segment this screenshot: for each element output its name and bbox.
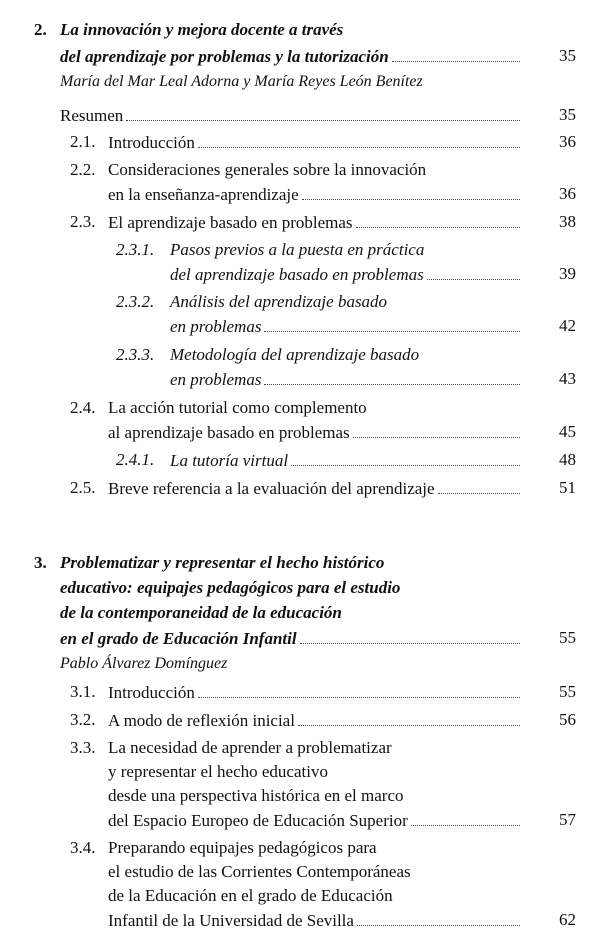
toc-entry-2-3-3: 2.3.3. Metodología del aprendizaje basado xyxy=(0,343,600,367)
toc-entry-2-3-1: 2.3.1. Pasos previos a la puesta en práctica xyxy=(0,238,600,262)
leader-dots xyxy=(264,314,520,332)
chapter-number: 2. xyxy=(34,20,47,39)
section-number: 2.2. xyxy=(70,160,96,179)
toc-entry-2-3-1-cont: del aprendizaje basado en problemas 39 xyxy=(170,264,576,284)
section-number: 2.3.3. xyxy=(116,345,155,364)
chapter-2-title-line-2: del aprendizaje por problemas y la tutorización 35 xyxy=(60,46,576,66)
leader-dots xyxy=(357,908,520,926)
chapter-2-title-line-1: 2. La innovación y mejora docente a través xyxy=(0,18,600,42)
toc-entry-2-1: 2.1. Introducción 36 xyxy=(70,132,576,152)
chapter-3-title-line-3: de la contemporaneidad de la educación xyxy=(60,603,342,622)
chapter-number: 3. xyxy=(34,553,47,572)
leader-dots xyxy=(298,708,520,726)
leader-dots xyxy=(198,680,520,698)
toc-entry-3-4-cont-2: de la Educación en el grado de Educación xyxy=(108,886,393,905)
chapter-2-author: María del Mar Leal Adorna y María Reyes León Benítez xyxy=(60,73,423,90)
toc-entry-2-4-1: 2.4.1. La tutoría virtual 48 xyxy=(116,450,576,470)
section-number: 2.3.2. xyxy=(116,292,155,311)
page-number: 42 xyxy=(559,316,576,335)
section-number: 2.1. xyxy=(70,132,96,151)
chapter-3-title-line-4: en el grado de Educación Infantil 55 xyxy=(60,628,576,648)
page-number: 55 xyxy=(559,628,576,647)
leader-dots xyxy=(300,626,520,644)
page-number: 36 xyxy=(559,132,576,151)
leader-dots xyxy=(411,808,520,826)
section-number: 2.5. xyxy=(70,478,96,497)
leader-dots xyxy=(291,448,520,466)
leader-dots xyxy=(392,44,520,62)
section-number: 3.4. xyxy=(70,838,96,857)
toc-entry-2-5: 2.5. Breve referencia a la evaluación del aprendizaje 51 xyxy=(70,478,576,498)
leader-dots xyxy=(427,262,520,280)
chapter-3-title-line-2: educativo: equipajes pedagógicos para el estudio xyxy=(60,578,401,597)
section-number: 2.3. xyxy=(70,212,96,231)
leader-dots xyxy=(126,103,520,121)
page-number: 35 xyxy=(559,105,576,124)
toc-entry-3-4: 3.4. Preparando equipajes pedagógicos para xyxy=(0,836,600,860)
page-number: 57 xyxy=(559,810,576,829)
toc-entry-3-1: 3.1. Introducción 55 xyxy=(70,682,576,702)
leader-dots xyxy=(353,420,520,438)
toc-entry-2-2-cont: en la enseñanza-aprendizaje 36 xyxy=(108,184,576,204)
toc-entry-2-4-cont: al aprendizaje basado en problemas 45 xyxy=(108,422,576,442)
page-number: 39 xyxy=(559,264,576,283)
toc-entry-3-3-cont-1: y representar el hecho educativo xyxy=(108,762,328,781)
page-number: 43 xyxy=(559,369,576,388)
toc-entry-3-3-cont-2: desde una perspectiva histórica en el marco xyxy=(108,786,404,805)
page-number: 62 xyxy=(559,910,576,929)
section-number: 2.4.1. xyxy=(116,450,155,469)
page-number: 51 xyxy=(559,478,576,497)
page-number: 48 xyxy=(559,450,576,469)
toc-entry-3-3-cont-3: del Espacio Europeo de Educación Superior 57 xyxy=(108,810,576,830)
section-number: 2.4. xyxy=(70,398,96,417)
toc-entry-3-2: 3.2. A modo de reflexión inicial 56 xyxy=(70,710,576,730)
leader-dots xyxy=(356,210,520,228)
toc-entry-2-3-3-cont: en problemas 43 xyxy=(170,369,576,389)
section-number: 2.3.1. xyxy=(116,240,155,259)
page-number: 38 xyxy=(559,212,576,231)
leader-dots xyxy=(302,182,520,200)
page-number: 36 xyxy=(559,184,576,203)
toc-entry-2-3-2-cont: en problemas 42 xyxy=(170,316,576,336)
section-number: 3.1. xyxy=(70,682,96,701)
section-number: 3.2. xyxy=(70,710,96,729)
section-number: 3.3. xyxy=(70,738,96,757)
toc-entry-2-2: 2.2. Consideraciones generales sobre la innovación xyxy=(0,158,600,182)
toc-entry-3-4-cont-1: el estudio de las Corrientes Contemporáneas xyxy=(108,862,411,881)
page-number: 56 xyxy=(559,710,576,729)
chapter-3-author: Pablo Álvarez Domínguez xyxy=(60,655,228,672)
page-number: 35 xyxy=(559,46,576,65)
toc-entry-3-4-cont-3: Infantil de la Universidad de Sevilla 62 xyxy=(108,910,576,930)
toc-entry-2-4: 2.4. La acción tutorial como complemento xyxy=(0,396,600,420)
toc-entry-resumen: Resumen 35 xyxy=(60,105,576,125)
chapter-3-title-line-1: 3. Problematizar y representar el hecho histórico xyxy=(0,551,600,575)
page-number: 55 xyxy=(559,682,576,701)
page-number: 45 xyxy=(559,422,576,441)
toc-entry-2-3: 2.3. El aprendizaje basado en problemas 38 xyxy=(70,212,576,232)
leader-dots xyxy=(198,130,520,148)
toc-entry-2-3-2: 2.3.2. Análisis del aprendizaje basado xyxy=(0,290,600,314)
toc-entry-3-3: 3.3. La necesidad de aprender a problematizar xyxy=(0,736,600,760)
leader-dots xyxy=(438,476,520,494)
leader-dots xyxy=(264,367,520,385)
